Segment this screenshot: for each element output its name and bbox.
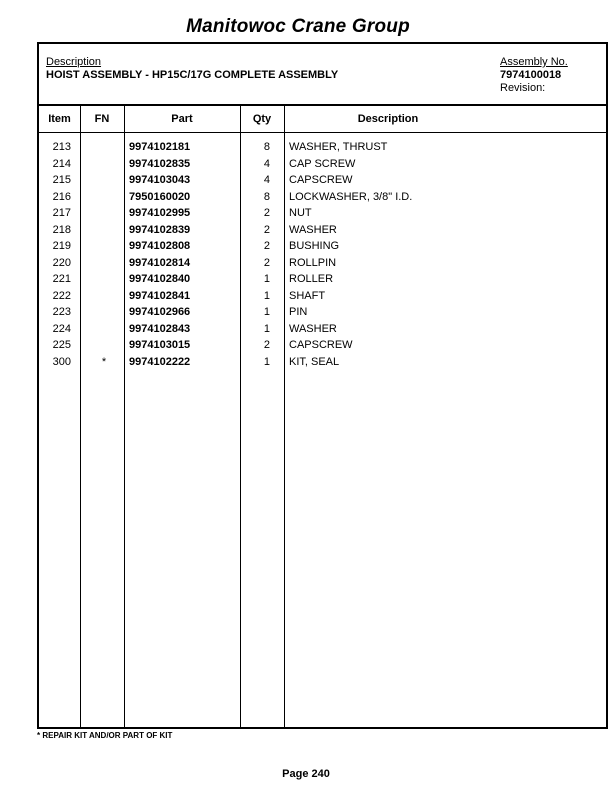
table-row: [39, 172, 606, 189]
part-number-cell: 9974102966: [129, 306, 191, 318]
quantity-cell: 2: [263, 223, 270, 236]
quantity-cell: 1: [263, 355, 270, 368]
quantity-cell: 8: [263, 190, 270, 203]
table-row: [39, 288, 606, 305]
parts-list-frame: [37, 42, 608, 729]
description-cell: NUT: [289, 207, 312, 219]
footnote: * REPAIR KIT AND/OR PART OF KIT: [37, 731, 173, 740]
description-cell: ROLLER: [289, 273, 334, 285]
table-row: [39, 337, 606, 354]
part-number-cell: 9974103043: [129, 174, 191, 186]
table-row: [39, 321, 606, 338]
description-cell: KIT, SEAL: [289, 355, 340, 368]
part-number-cell: 9974102814: [129, 256, 191, 269]
part-number-cell: 9974102835: [129, 157, 191, 170]
item-cell: 220: [52, 256, 71, 269]
table-row: [39, 271, 606, 288]
item-cell: 216: [52, 190, 71, 203]
quantity-cell: 2: [263, 339, 270, 351]
description-cell: ROLLPIN: [289, 256, 337, 269]
description-cell: CAP SCREW: [289, 157, 356, 170]
description-cell: SHAFT: [289, 289, 326, 302]
part-number-cell: 9974102995: [129, 207, 191, 219]
item-cell: 223: [52, 306, 71, 318]
part-number-cell: 9974102222: [129, 355, 191, 368]
item-cell: 225: [52, 339, 71, 351]
quantity-cell: 2: [263, 207, 270, 219]
assembly-number-value: 7974100018: [500, 69, 562, 81]
table-row: [39, 222, 606, 239]
quantity-cell: 1: [263, 322, 270, 335]
description-label: Description: [46, 56, 102, 68]
description-cell: PIN: [289, 306, 308, 318]
description-cell: WASHER: [289, 322, 337, 335]
item-cell: 213: [52, 141, 71, 153]
parts-table-body: [39, 139, 606, 370]
part-number-cell: 9974102808: [129, 240, 191, 252]
column-header-qty: Qty: [252, 113, 272, 125]
description-value: HOIST ASSEMBLY - HP15C/17G COMPLETE ASSEMBLY: [46, 69, 339, 81]
table-row: [39, 189, 606, 206]
item-cell: 221: [52, 273, 71, 285]
quantity-cell: 8: [263, 141, 270, 153]
description-cell: LOCKWASHER, 3/8" I.D.: [289, 190, 413, 203]
column-header-part: Part: [171, 113, 193, 125]
fn-cell: *: [101, 355, 107, 368]
description-cell: CAPSCREW: [289, 174, 353, 186]
table-header: [39, 106, 606, 133]
item-cell: 215: [52, 174, 71, 186]
document-title: Manitowoc Crane Group: [186, 16, 410, 37]
part-number-cell: 9974102841: [129, 289, 191, 302]
table-row: [39, 304, 606, 321]
table-row: [39, 238, 606, 255]
revision-label: Revision:: [500, 82, 546, 94]
part-number-cell: 9974102843: [129, 322, 191, 335]
assembly-number-label: Assembly No.: [500, 56, 568, 68]
item-cell: 217: [52, 207, 71, 219]
part-number-cell: 9974102840: [129, 273, 191, 285]
column-header-fn: FN: [94, 113, 110, 125]
item-cell: 214: [52, 157, 71, 170]
description-cell: WASHER, THRUST: [289, 141, 388, 153]
item-cell: 219: [52, 240, 71, 252]
part-number-cell: 9974102839: [129, 223, 191, 236]
item-cell: 224: [52, 322, 71, 335]
quantity-cell: 1: [263, 289, 270, 302]
description-cell: WASHER: [289, 223, 337, 236]
item-cell: 222: [52, 289, 71, 302]
part-number-cell: 9974102181: [129, 141, 191, 153]
part-number-cell: 7950160020: [129, 190, 191, 203]
column-header-description: Description: [357, 113, 419, 125]
table-row: [39, 255, 606, 272]
quantity-cell: 2: [263, 256, 270, 269]
description-cell: BUSHING: [289, 240, 340, 252]
quantity-cell: 2: [263, 240, 270, 252]
part-number-cell: 9974103015: [129, 339, 191, 351]
quantity-cell: 1: [263, 306, 270, 318]
table-row: [39, 205, 606, 222]
table-row: [39, 139, 606, 156]
table-row: [39, 354, 606, 371]
description-cell: CAPSCREW: [289, 339, 353, 351]
quantity-cell: 4: [263, 157, 270, 170]
page-number: Page 240: [282, 768, 330, 780]
column-header-item: Item: [48, 113, 71, 125]
quantity-cell: 4: [263, 174, 270, 186]
item-cell: 300: [52, 355, 71, 368]
table-row: [39, 156, 606, 173]
quantity-cell: 1: [263, 273, 270, 285]
item-cell: 218: [52, 223, 71, 236]
assembly-header: [39, 44, 606, 106]
